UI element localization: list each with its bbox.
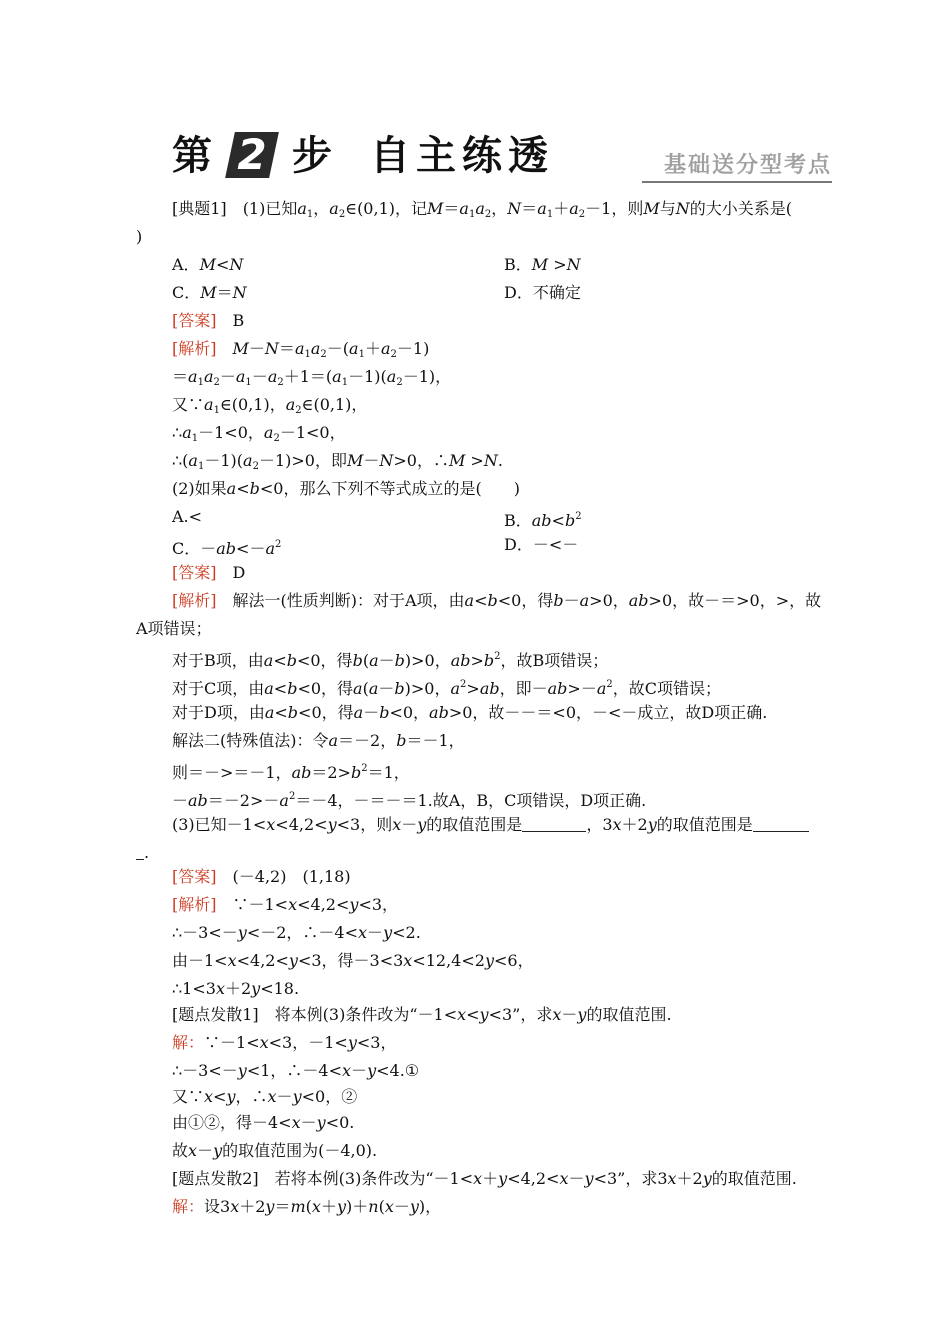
problem2-analysis-7: 则＝－>＝－1，$ab=2>b^2=1$， xyxy=(172,763,410,782)
problem1-analysis-2: $=a_1a_2-a_1-a_2+1=(a_1-1)(a_2-1)$， xyxy=(172,367,452,388)
problem1-answer: [答案] B xyxy=(172,311,245,330)
problem1-option-d: D．不确定 xyxy=(504,283,581,302)
problem2-analysis-3: 对于B项，由a<b<0，得b(a－b)>0，$ab>b^2$，故B项错误； xyxy=(172,651,609,670)
problem2-analysis-8: $-ab=-2>-a^2=-4$，－＝－＝1.故A，B，C项错误，D项正确. xyxy=(172,791,647,810)
problem2-analysis-5: 对于D项，由a<b<0，得a－b<0，ab>0，故－－＝<0，－<－成立，故D项正确. xyxy=(172,703,768,722)
variant1-solution-3: 又∵x<y，∴x－y<0，② xyxy=(172,1087,358,1106)
variant1-stem: [题点发散1] 将本例(3)条件改为“－1<x<y<3”，求x－y的取值范围. xyxy=(172,1005,672,1024)
problem1-analysis-1: [解析] $M-N=a_1a_2-(a_1+a_2-1)$ xyxy=(172,339,430,360)
problem1-option-a: A．M<N xyxy=(172,255,244,274)
variant1-solution-5: 故x－y的取值范围为(－4,0). xyxy=(172,1141,378,1160)
problem1-stem: [典题1] (1)已知$a_1$，$a_2\in(0,1)$，记$M=a_1a_2$，$N=a_1+a_2-1$，则M与N的大小关系是( xyxy=(172,199,792,220)
problem3-analysis-4: ∴1<3x＋2y<18. xyxy=(172,979,300,998)
problem1-analysis-3: 又$\because a_1\in(0,1)$，$a_2\in(0,1)$， xyxy=(172,395,368,416)
variant1-solution-4: 由①②，得－4<x－y<0. xyxy=(172,1113,355,1132)
header-step-number: 2 xyxy=(237,130,267,179)
problem2-answer: [答案] D xyxy=(172,563,246,582)
problem1-option-b: B．M >N xyxy=(504,255,581,274)
header-rule xyxy=(642,181,832,183)
problem2-option-b: B．$ab<b^2$ xyxy=(504,511,582,530)
problem3-stem-cont: . xyxy=(136,842,149,864)
problem1-option-c: C．M＝N xyxy=(172,283,247,302)
problem2-stem: (2)如果a<b<0，那么下列不等式成立的是( ) xyxy=(172,479,520,498)
header-bu: 步 xyxy=(292,133,334,179)
problem1-stem-close: ) xyxy=(136,227,143,246)
header-title: 自主练透 xyxy=(370,133,554,179)
variant1-solution-2: ∴－3<－y<1，∴－4<x－y<4.① xyxy=(172,1061,420,1080)
header-step-number-badge xyxy=(225,132,279,178)
answer-blank-2[interactable] xyxy=(753,817,809,832)
problem2-option-a: A.< xyxy=(172,507,203,526)
section-header xyxy=(172,130,832,186)
problem3-analysis-3: 由－1<x<4,2<y<3，得－3<3x<12,4<2y<6， xyxy=(172,951,534,970)
variant2-stem: [题点发散2] 若将本例(3)条件改为“－1<x＋y<4,2<x－y<3”，求3x＋2y的取值范围. xyxy=(172,1169,797,1188)
problem3-analysis-1: [解析] ∵－1<x<4,2<y<3， xyxy=(172,895,399,914)
header-subtitle: 基础送分型考点 xyxy=(663,153,832,178)
answer-blank-1[interactable] xyxy=(522,817,586,832)
problem2-analysis-6: 解法二(特殊值法)：令a＝－2，b＝－1， xyxy=(172,731,465,750)
problem2-option-d: D．－<－ xyxy=(504,535,579,554)
problem2-analysis-4: 对于C项，由a<b<0，得a(a－b)>0，$a^2>ab$，即$-ab>-a^2$，故C项错误； xyxy=(172,679,721,698)
problem3-answer: [答案] (－4,2) (1,18) xyxy=(172,867,351,886)
problem2-analysis-1: [解析] 解法一(性质判断)：对于A项，由a<b<0，得b－a>0，ab>0，故－＝>0，>，故 xyxy=(172,591,822,610)
problem2-analysis-2: A项错误； xyxy=(136,619,212,638)
problem3-stem: (3)已知－1<x<4,2<y<3，则x－y的取值范围是 ，3x＋2y的取值范围是 xyxy=(172,814,809,836)
variant1-solution-1: 解：∵－1<x<3，－1<y<3， xyxy=(172,1033,397,1052)
problem3-analysis-2: ∴－3<－y<－2，∴－4<x－y<2. xyxy=(172,923,421,942)
header-di: 第 xyxy=(172,133,214,179)
variant2-solution-1: 解：设3x＋2y＝m(x＋y)＋n(x－y)， xyxy=(172,1197,442,1216)
problem1-analysis-4: $\therefore a_1-1<0$，$a_2-1<0$， xyxy=(172,423,346,444)
problem2-option-c: C．$-ab<-a^2$ xyxy=(172,539,282,558)
problem1-analysis-5: $\therefore(a_1-1)(a_2-1)>0$，即M－N>0，∴M >N. xyxy=(172,451,503,472)
